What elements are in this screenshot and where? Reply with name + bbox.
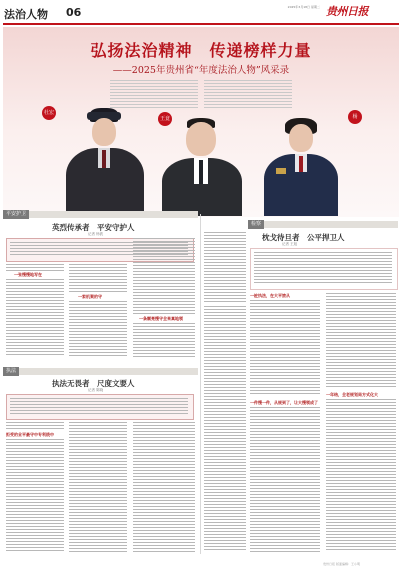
article1-tag: 平安护卫	[3, 210, 29, 219]
feature-subtitle: ——2025年贵州省“年度法治人物”风采录	[112, 65, 290, 76]
article1-col3-text-b	[133, 323, 195, 357]
article1-col1-text-a	[6, 264, 64, 271]
article1-subhead-1: 一张慢慢地写在	[14, 272, 42, 277]
section-title: 法治人物	[4, 8, 48, 21]
column-divider	[200, 214, 201, 554]
article3-byline: 记者 陈晓	[88, 388, 104, 392]
article1-col3-text-a	[133, 238, 195, 314]
person-tag-center: 王竟	[158, 112, 172, 126]
article2-col2-text-b	[326, 399, 396, 552]
article2-col2-text-a	[326, 293, 396, 389]
article2-byline: 记者 王旭	[282, 242, 298, 246]
article1-col2-text-b	[69, 301, 127, 357]
header-rule	[3, 23, 399, 25]
article2-subhead-1: 一桩执法，在大平旅从	[250, 293, 290, 298]
article2-tag: 检察	[248, 220, 264, 229]
article3-banner	[3, 368, 198, 375]
article3-col2-text	[69, 422, 127, 552]
portrait-left	[60, 104, 150, 216]
person-tag-left: 杜宏	[42, 106, 56, 120]
article1-byline: 记者 杨波	[88, 232, 104, 236]
article2-lead-text	[254, 252, 392, 285]
issue-date: 2025年3月18日 星期二	[287, 5, 320, 9]
article2-col0-text	[204, 306, 246, 552]
article2-banner	[248, 221, 398, 228]
intro-text-right	[204, 80, 292, 108]
article1-col2-text-a	[69, 264, 127, 292]
newspaper-logo: 贵州日报	[326, 5, 368, 18]
portrait-right	[258, 112, 344, 216]
article1-title: 英烈传承者 平安守护人	[52, 223, 135, 232]
article3-col1-text-b	[6, 439, 64, 552]
article1-subhead-2: 一家机案的守	[78, 294, 102, 299]
article1-banner	[3, 211, 198, 218]
article2-title: 枕戈待旦者 公平捍卫人	[262, 233, 345, 242]
article1-col1-text-b	[6, 279, 64, 357]
article1-subhead-3: 一条颗亮慢守全来真地领	[139, 316, 183, 321]
article3-col3-text	[133, 422, 195, 552]
article3-col1-text-a	[6, 422, 64, 430]
article2-subhead-3: 一年结，全老规划局方式化大	[326, 392, 378, 397]
person-tag-right: 杨	[348, 110, 362, 124]
article3-title: 执法无畏者 尺度文要人	[52, 379, 135, 388]
article2-subhead-2: 一件慢一件，从规到了，让大慢领成了	[250, 400, 318, 405]
article3-lead-text	[10, 398, 188, 415]
page-number: 06	[66, 6, 82, 19]
portrait-center	[160, 118, 244, 216]
feature-title: 弘扬法治精神 传递榜样力量	[90, 41, 312, 60]
article3-subhead-1: 拒受的业平最守中专利统中	[6, 432, 54, 437]
page-footer: 贵州日报 版面编辑：王小明	[323, 562, 360, 566]
article2-side-text	[204, 232, 246, 302]
article3-tag: 执法	[3, 367, 19, 376]
article2-col1-text-a	[250, 300, 320, 396]
article2-col1-text-b	[250, 407, 320, 552]
